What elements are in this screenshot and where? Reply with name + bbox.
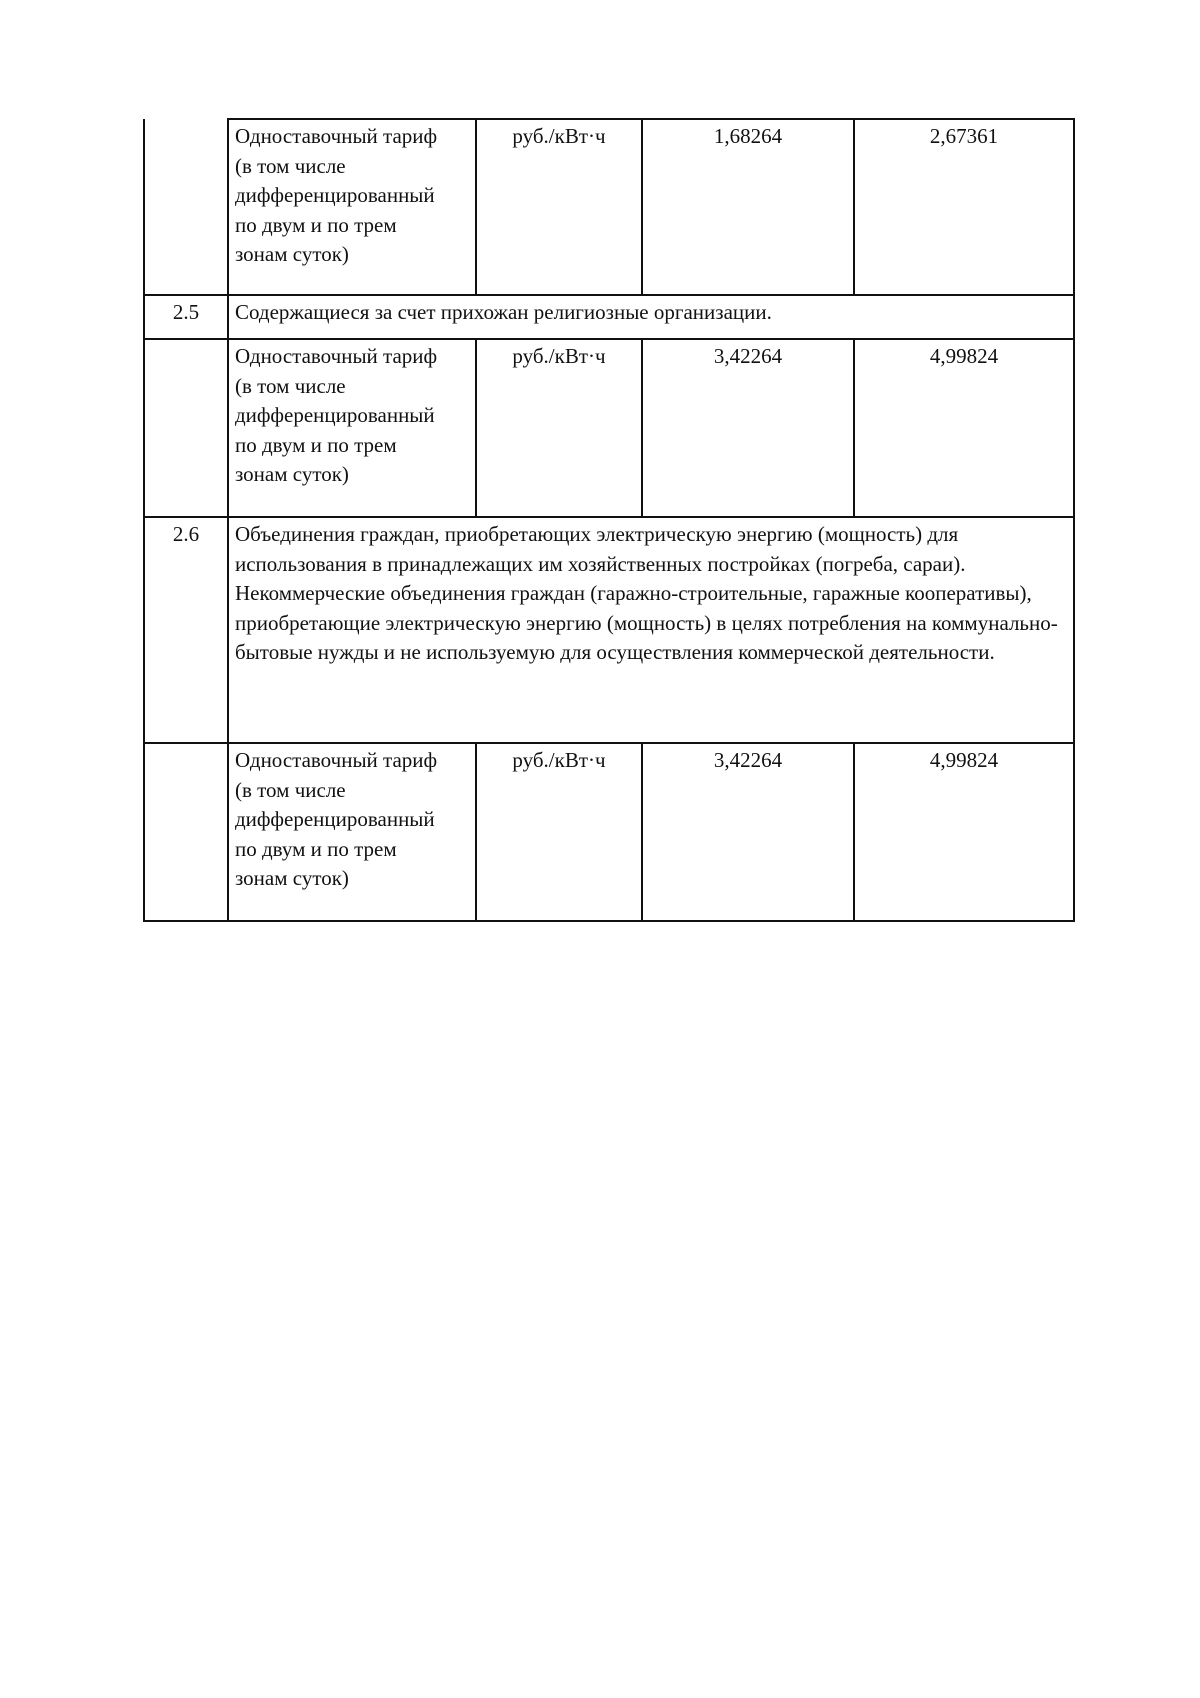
table-row xyxy=(144,517,1074,743)
tariff-name: Одноставочный тариф (в том числе дифференцированный по двум и по трем зонам суток) xyxy=(228,743,476,921)
value-cell-2: 4,99824 xyxy=(854,743,1074,921)
row-number xyxy=(144,339,228,517)
section-title: Объединения граждан, приобретающих электрическую энергию (мощность) для использования в принадлежащих им хозяйственных постройках (погреба, сараи). Некоммерческие объединения граждан (гаражно-строительные, гаражные кооперативы), приобретающие электрическую энергию (мощность) в целях потребления на коммунально-бытовые нужды и не используемую для осуществления коммерческой деятельности. xyxy=(228,517,1074,743)
tariff-name: Одноставочный тариф (в том числе дифференцированный по двум и по трем зонам суток) xyxy=(228,119,476,295)
section-title: Содержащиеся за счет прихожан религиозные организации. xyxy=(228,295,1074,339)
table-row xyxy=(144,339,1074,517)
value-cell-1: 3,42264 xyxy=(642,743,854,921)
value-cell-2: 2,67361 xyxy=(854,119,1074,295)
row-number xyxy=(144,119,228,295)
tariff-name: Одноставочный тариф (в том числе дифференцированный по двум и по трем зонам суток) xyxy=(228,339,476,517)
unit-cell: руб./кВт·ч xyxy=(476,743,642,921)
table-row xyxy=(144,119,1074,295)
unit-cell: руб./кВт·ч xyxy=(476,339,642,517)
section-number: 2.6 xyxy=(144,517,228,743)
table-row xyxy=(144,743,1074,921)
unit-cell: руб./кВт·ч xyxy=(476,119,642,295)
value-cell-2: 4,99824 xyxy=(854,339,1074,517)
tariff-table xyxy=(143,118,1075,922)
section-number: 2.5 xyxy=(144,295,228,339)
row-number xyxy=(144,743,228,921)
value-cell-1: 3,42264 xyxy=(642,339,854,517)
table-row xyxy=(144,295,1074,339)
value-cell-1: 1,68264 xyxy=(642,119,854,295)
